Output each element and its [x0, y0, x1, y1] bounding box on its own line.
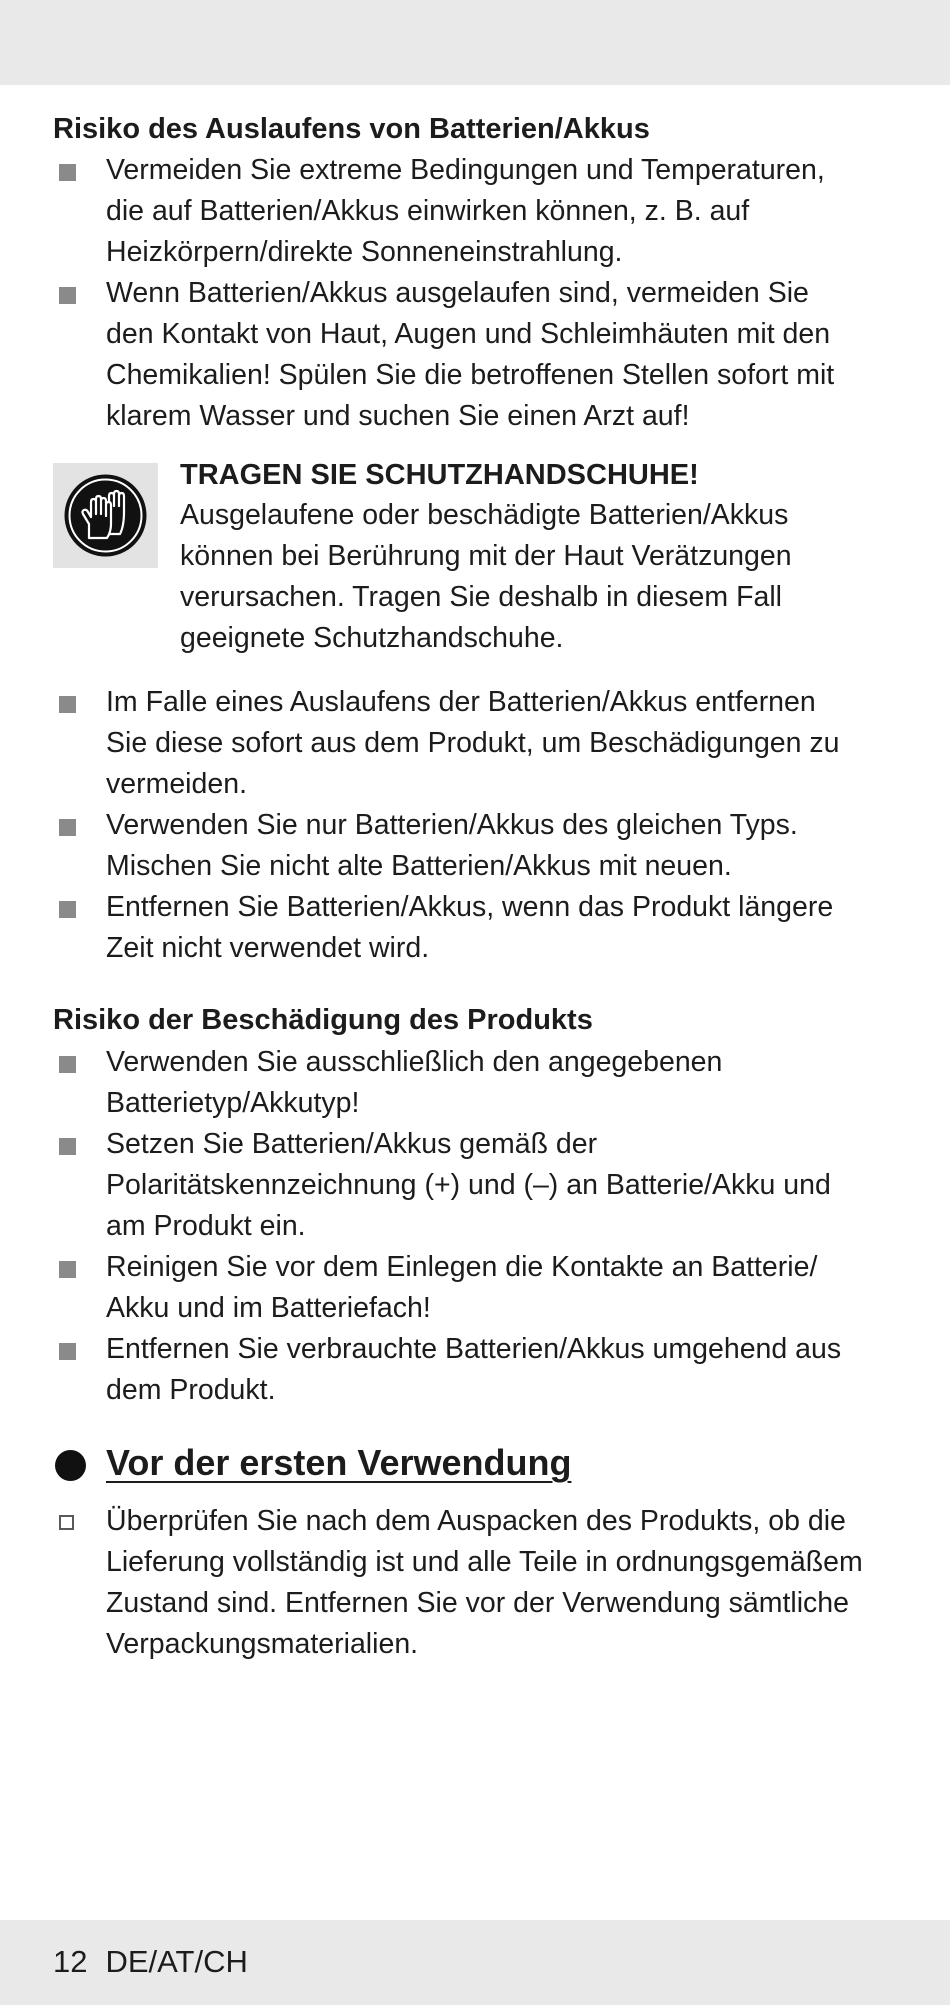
section-heading-leak-risk: Risiko des Auslaufens von Batterien/Akkus — [53, 113, 650, 145]
list-item: Wenn Batterien/Akkus ausgelaufen sind, vermeiden Sie den Kontakt von Haut, Augen und Schleimhäuten mit den Chemikalien! Spülen Sie die betroffenen Stellen sofort mit klarem Wasser und suchen Sie einen Arzt auf! — [53, 273, 913, 437]
list-item: Reinigen Sie vor dem Einlegen die Kontakte an Batterie/ Akku und im Batteriefach! — [53, 1247, 913, 1329]
bullet-square-icon — [59, 1056, 76, 1073]
warning-body: Ausgelaufene oder beschädigte Batterien/Akkus können bei Berührung mit der Haut Verätzungen verursachen. Tragen Sie deshalb in diesem Fall geeignete Schutzhandschuhe. — [180, 499, 792, 654]
protective-gloves-icon — [53, 463, 158, 568]
bullet-square-icon — [59, 696, 76, 713]
bullet-square-icon — [59, 1261, 76, 1278]
first-use-list — [53, 1501, 913, 1665]
list-item: Setzen Sie Batterien/Akkus gemäß der Polaritätskennzeichnung (+) und (–) an Batterie/Akku und am Produkt ein. — [53, 1124, 913, 1247]
warning-block — [180, 455, 900, 659]
section-title: Vor der ersten Verwendung — [106, 1442, 572, 1483]
list-item: Vermeiden Sie extreme Bedingungen und Temperaturen, die auf Batterien/Akkus einwirken können, z. B. auf Heizkörpern/direkte Sonneneinstrahlung. — [53, 150, 913, 273]
leak-risk-list — [53, 150, 913, 437]
checkbox-square-icon — [59, 1515, 74, 1530]
bullet-square-icon — [59, 287, 76, 304]
leak-handling-list — [53, 682, 913, 969]
list-item: Verwenden Sie nur Batterien/Akkus des gleichen Typs. Mischen Sie nicht alte Batterien/Akkus mit neuen. — [53, 805, 913, 887]
warning-title: TRAGEN SIE SCHUTZHANDSCHUHE! — [180, 459, 699, 491]
bullet-square-icon — [59, 164, 76, 181]
bullet-dot-icon — [55, 1450, 86, 1481]
bullet-square-icon — [59, 1343, 76, 1360]
page-footer — [53, 1942, 248, 1982]
bullet-square-icon — [59, 901, 76, 918]
list-item: Verwenden Sie ausschließlich den angegebenen Batterietyp/Akkutyp! — [53, 1042, 913, 1124]
bullet-square-icon — [59, 819, 76, 836]
region-label: DE/AT/CH — [105, 1944, 248, 1979]
list-item: Überprüfen Sie nach dem Auspacken des Produkts, ob die Lieferung vollständig ist und alle Teile in ordnungsgemäßem Zustand sind. Entfernen Sie vor der Verwendung sämtliche Verpackungsmaterialien. — [53, 1501, 913, 1665]
list-item: Im Falle eines Auslaufens der Batterien/Akkus entfernen Sie diese sofort aus dem Produkt, um Beschädigungen zu vermeiden. — [53, 682, 913, 805]
page-number: 12 — [53, 1944, 88, 1979]
list-item: Entfernen Sie verbrauchte Batterien/Akkus umgehend aus dem Produkt. — [53, 1329, 913, 1411]
top-band — [0, 0, 950, 85]
section-heading-damage-risk: Risiko der Beschädigung des Produkts — [53, 1004, 593, 1036]
bullet-square-icon — [59, 1138, 76, 1155]
damage-risk-list — [53, 1042, 913, 1411]
list-item: Entfernen Sie Batterien/Akkus, wenn das Produkt längere Zeit nicht verwendet wird. — [53, 887, 913, 969]
